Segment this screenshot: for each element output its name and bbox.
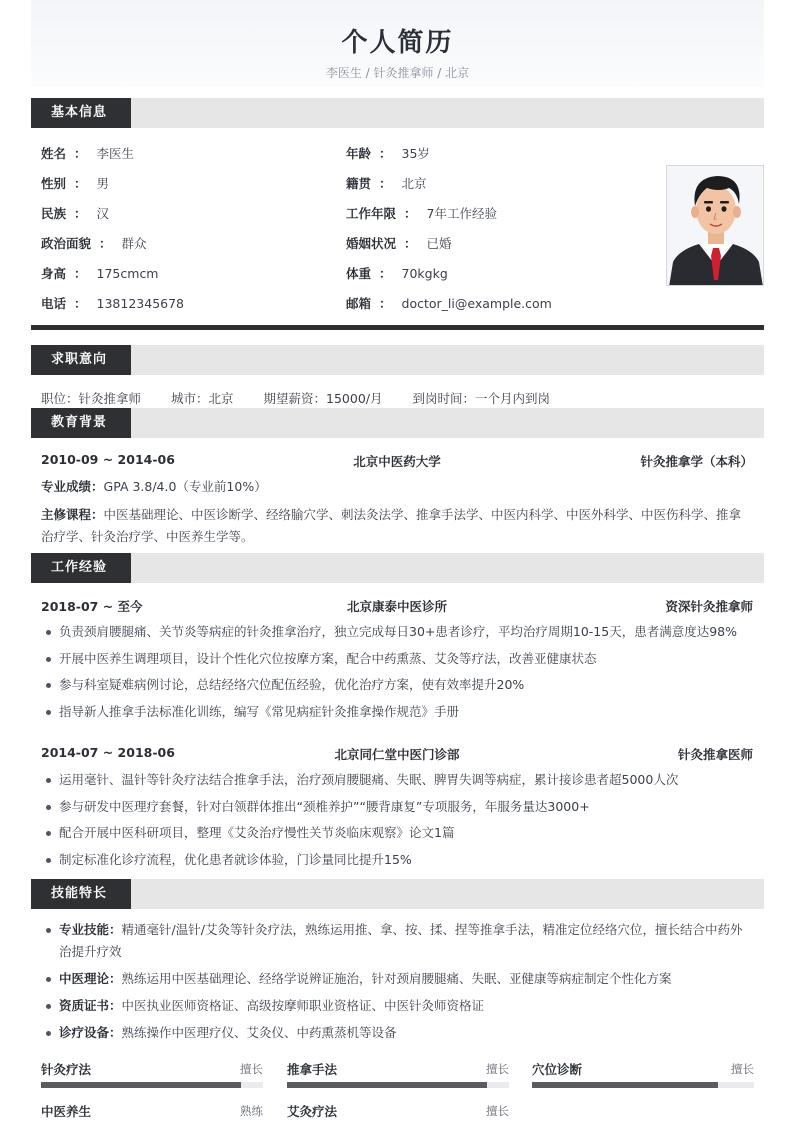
- education-entry: [41, 452, 753, 470]
- work-entry-header: [41, 745, 753, 763]
- skill-bar-name: 针灸疗法: [41, 1062, 92, 1077]
- skill-text: 熟练操作中医理疗仪、艾灸仪、中药熏蒸机等设备: [121, 1025, 397, 1040]
- education-grade: [41, 476, 753, 498]
- list-item: 指导新人推拿手法标准化训练，编写《常见病症针灸推拿操作规范》手册: [41, 699, 753, 726]
- info-value: 男: [96, 176, 110, 191]
- skill-label: 资质证书：: [59, 998, 122, 1013]
- info-colon: ：: [379, 176, 392, 191]
- list-item: 制定标准化诊疗流程，优化患者就诊体验，门诊量同比提升15%: [41, 847, 753, 874]
- info-colon: ：: [379, 296, 392, 311]
- info-political-status: [41, 234, 147, 252]
- info-value: 李医生: [96, 146, 135, 161]
- skill-text: 精通毫针/温针/艾灸等针灸疗法，熟练运用推、拿、按、揉、捏等推拿手法，精准定位经络穴位，擅长结合中药外治提升疗效: [59, 922, 743, 959]
- section-title: 教育背景: [31, 408, 127, 438]
- skill-text: 熟练运用中医基础理论、经络学说辨证施治，针对颈肩腰腿痛、失眠、亚健康等病症制定个性化方案: [121, 971, 672, 986]
- work-duties-list: [41, 619, 753, 725]
- info-age: [346, 144, 430, 162]
- skill-bar: [287, 1102, 509, 1123]
- section-title: 工作经验: [31, 553, 127, 583]
- info-key: 性别: [41, 176, 67, 191]
- list-item: 运用毫针、温针等针灸疗法结合推拿手法，治疗颈肩腰腿痛、失眠、脾胃失调等病症，累计接诊患者超5000人次: [41, 767, 753, 794]
- info-value: 175cmcm: [96, 266, 159, 281]
- skill-text: 中医执业医师资格证、高级按摩师职业资格证、中医针灸师资格证: [121, 998, 485, 1013]
- skill-bar-track: [41, 1082, 263, 1088]
- info-phone: [41, 294, 184, 312]
- skill-bar-track: [287, 1082, 509, 1088]
- skills-list: [41, 919, 753, 1049]
- work-period: 2018-07 ~ 至今: [41, 599, 143, 614]
- info-value: 群众: [121, 236, 147, 251]
- section-work-experience: [31, 553, 764, 583]
- info-email: [346, 294, 552, 312]
- info-colon: ：: [74, 296, 87, 311]
- skill-bar-name: 推拿手法: [287, 1062, 338, 1077]
- education-period: 2010-09 ~ 2014-06: [41, 452, 175, 467]
- skill-bar-level: 熟练: [240, 1104, 263, 1118]
- info-key: 电话: [41, 296, 67, 311]
- section-basic-info: [31, 98, 764, 128]
- info-value: 7年工作经验: [426, 206, 497, 221]
- education-courses: [41, 504, 753, 548]
- skill-bar-name: 中医养生: [41, 1104, 92, 1119]
- skill-item: [41, 919, 753, 963]
- info-value: 北京: [401, 176, 427, 191]
- skill-item: [41, 1022, 753, 1044]
- info-gender: [41, 174, 109, 192]
- info-key: 籍贯: [346, 176, 372, 191]
- work-company: 北京康泰中医诊所: [346, 599, 447, 614]
- skill-bar: [41, 1060, 263, 1090]
- list-item: 参与科室疑难病例讨论，总结经络穴位配伍经验，优化治疗方案，使有效率提升20%: [41, 672, 753, 699]
- section-skills: [31, 879, 764, 909]
- work-company: 北京同仁堂中医门诊部: [334, 747, 460, 762]
- info-height: [41, 264, 159, 282]
- grade-label: 专业成绩：: [41, 479, 104, 494]
- skill-bar: [532, 1060, 754, 1090]
- intent-position: 职位：针灸推拿师: [41, 391, 142, 406]
- info-key: 民族: [41, 206, 67, 221]
- skill-bar-fill: [41, 1082, 241, 1088]
- info-value: 70kgkg: [401, 266, 448, 281]
- info-colon: ：: [74, 176, 87, 191]
- section-job-intent: [31, 345, 764, 375]
- list-item: 参与研发中医理疗套餐，针对白领群体推出“颈椎养护”“腰背康复”专项服务，年服务量达3000+: [41, 794, 753, 821]
- section-divider: [31, 325, 764, 330]
- skill-label: 专业技能：: [59, 922, 122, 937]
- resume-subtitle: 李医生 / 针灸推拿师 / 北京: [325, 66, 470, 80]
- info-key: 婚姻状况: [346, 236, 397, 251]
- info-key: 身高: [41, 266, 67, 281]
- work-period: 2014-07 ~ 2018-06: [41, 745, 175, 760]
- info-colon: ：: [74, 206, 87, 221]
- info-ethnicity: [41, 204, 109, 222]
- section-title: 技能特长: [31, 879, 127, 909]
- skill-bar: [41, 1102, 263, 1123]
- info-value: doctor_li@example.com: [401, 296, 552, 311]
- intent-arrival: 到岗时间：一个月内到岗: [412, 391, 551, 406]
- info-colon: ：: [379, 266, 392, 281]
- avatar-illustration: [667, 166, 764, 286]
- section-education: [31, 408, 764, 438]
- intent-city: 城市：北京: [171, 391, 234, 406]
- info-key: 姓名: [41, 146, 67, 161]
- skill-bar-track: [532, 1082, 754, 1088]
- info-key: 政治面貌: [41, 236, 92, 251]
- skill-bar-name: 艾灸疗法: [287, 1104, 338, 1119]
- skill-bar-level: 擅长: [240, 1062, 263, 1076]
- skill-bar-fill: [287, 1082, 487, 1088]
- info-key: 工作年限: [346, 206, 397, 221]
- info-value: 汉: [96, 206, 110, 221]
- grade-value: GPA 3.8/4.0（专业前10%）: [103, 479, 267, 494]
- education-school: 北京中医药大学: [353, 454, 441, 469]
- info-weight: [346, 264, 448, 282]
- info-marital-status: [346, 234, 452, 252]
- info-key: 体重: [346, 266, 372, 281]
- skill-bar-fill: [532, 1082, 718, 1088]
- intent-salary: 期望薪资：15000/月: [263, 391, 383, 406]
- resume-header: [31, 0, 764, 87]
- info-colon: ：: [74, 266, 87, 281]
- work-title: 资深针灸推拿师: [665, 599, 753, 614]
- skill-item: [41, 995, 753, 1017]
- info-colon: ：: [99, 236, 112, 251]
- info-key: 邮箱: [346, 296, 372, 311]
- info-key: 年龄: [346, 146, 372, 161]
- list-item: 负责颈肩腰腿痛、关节炎等病症的针灸推拿治疗，独立完成每日30+患者诊疗，平均治疗周期10-15天，患者满意度达98%: [41, 619, 753, 646]
- info-hometown: [346, 174, 427, 192]
- skill-bar-level: 擅长: [486, 1104, 509, 1118]
- info-work-years: [346, 204, 497, 222]
- skill-bar-level: 擅长: [731, 1062, 754, 1076]
- section-title: 基本信息: [31, 98, 127, 128]
- education-major: 针灸推拿学（本科）: [640, 454, 753, 469]
- courses-value: 中医基础理论、中医诊断学、经络腧穴学、刺法灸法学、推拿手法学、中医内科学、中医外科学、中医伤科学、推拿治疗学、针灸治疗学、中医养生学等。: [41, 507, 742, 544]
- skill-bar: [287, 1060, 509, 1090]
- courses-label: 主修课程：: [41, 507, 104, 522]
- skill-label: 诊疗设备：: [59, 1025, 122, 1040]
- info-colon: ：: [74, 146, 87, 161]
- list-item: 开展中医养生调理项目，设计个性化穴位按摩方案，配合中药熏蒸、艾灸等疗法，改善亚健康状态: [41, 646, 753, 673]
- work-duties-list: [41, 767, 753, 873]
- skill-bar-name: 穴位诊断: [532, 1062, 583, 1077]
- skill-item: [41, 968, 753, 990]
- info-value: 已婚: [426, 236, 452, 251]
- list-item: 配合开展中医科研项目，整理《艾灸治疗慢性关节炎临床观察》论文1篇: [41, 820, 753, 847]
- info-value: 35岁: [401, 146, 430, 161]
- work-title: 针灸推拿医师: [677, 747, 753, 762]
- skill-label: 中医理论：: [59, 971, 122, 986]
- resume-title: 个人简历: [341, 28, 454, 58]
- skill-bar-level: 擅长: [486, 1062, 509, 1076]
- work-entry-header: [41, 597, 753, 615]
- info-colon: ：: [404, 206, 417, 221]
- info-colon: ：: [404, 236, 417, 251]
- section-title: 求职意向: [31, 345, 127, 375]
- profile-photo: [666, 165, 764, 286]
- info-value: 13812345678: [96, 296, 185, 311]
- info-colon: ：: [379, 146, 392, 161]
- info-name: [41, 144, 134, 162]
- job-intent-line: [41, 389, 580, 407]
